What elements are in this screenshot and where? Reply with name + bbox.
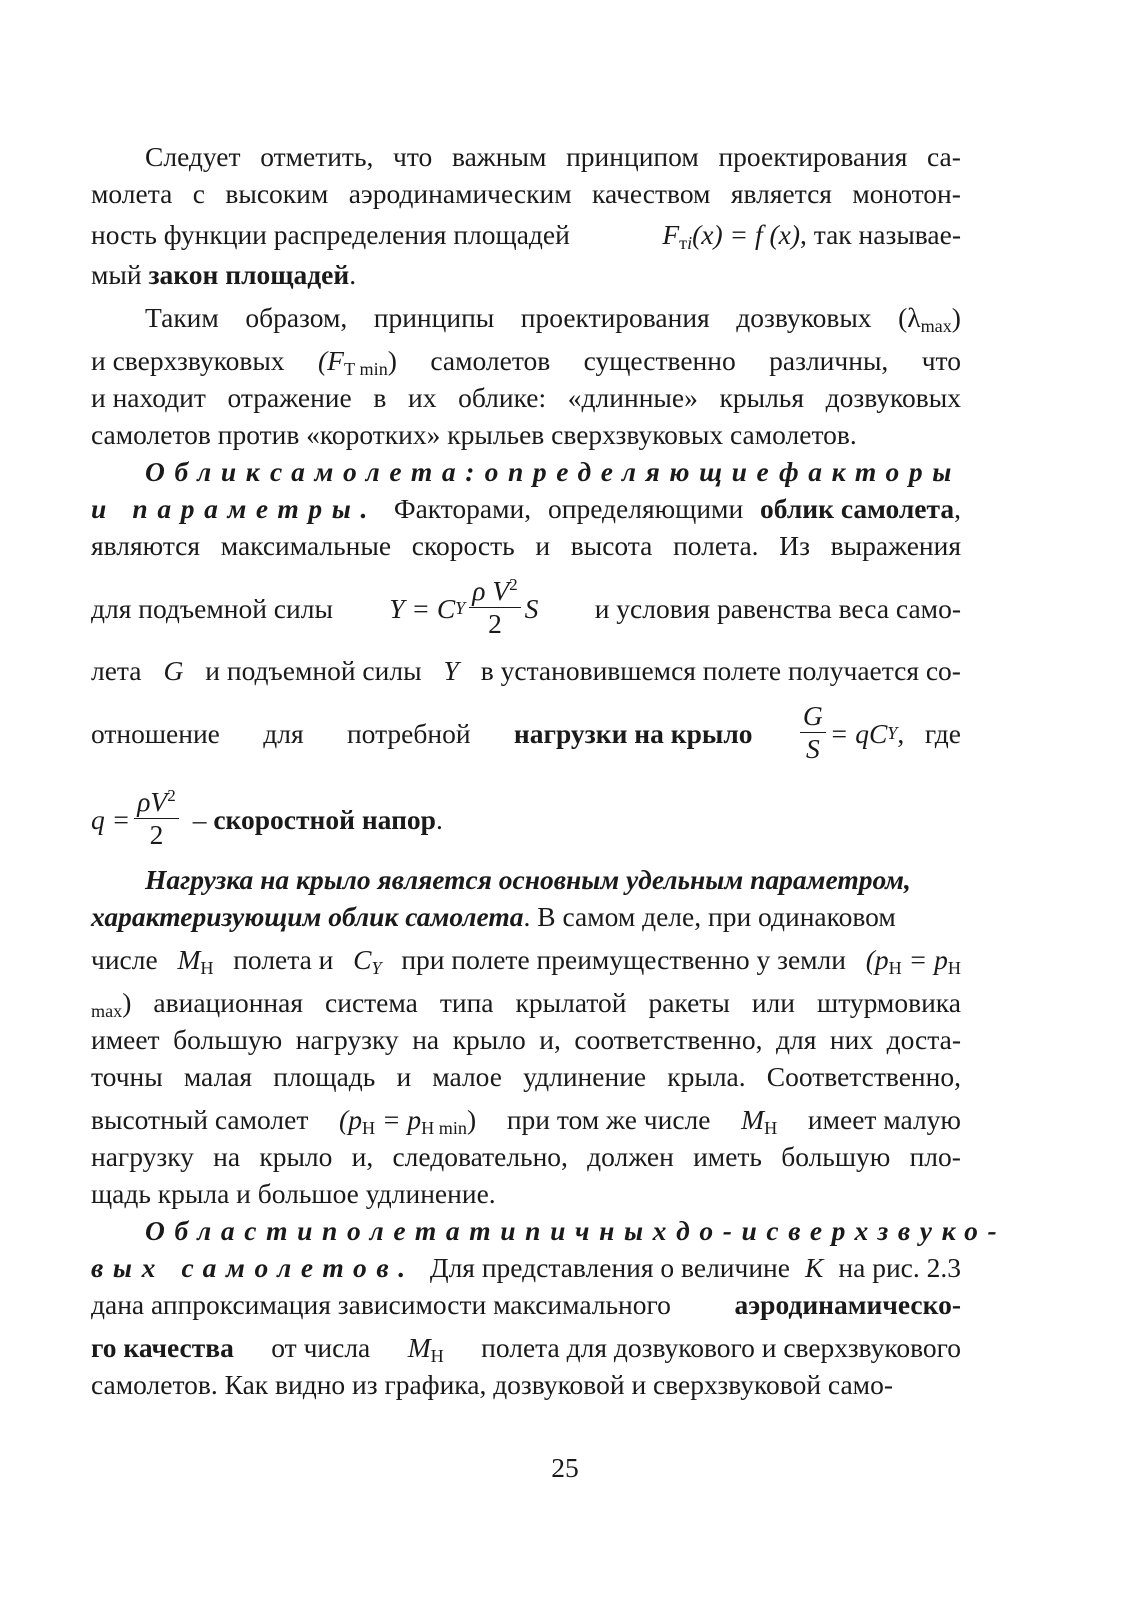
text-segment: на рис. 2.3 [838, 1252, 961, 1283]
word: ) [122, 987, 132, 1018]
formula-symbol: M [741, 1104, 765, 1135]
formula-fraction [469, 574, 520, 639]
heading-word: самолета: [269, 456, 485, 487]
section-heading-1-line-1 [91, 453, 961, 490]
word: ) [466, 1104, 477, 1135]
word: различны, [769, 345, 889, 376]
word: са- [927, 141, 961, 172]
word: существенно [583, 345, 736, 376]
p4-line-9 [91, 1175, 961, 1212]
fraction-denominator: 2 [149, 819, 164, 850]
subscript: max [920, 316, 952, 337]
word: штурмовика [817, 987, 961, 1018]
p5-line-4 [91, 1329, 961, 1366]
text-segment: , так называе- [800, 218, 961, 250]
formula-symbol: q = [91, 803, 131, 835]
formula-wing-loading: $\frac{G}{S}$ = qC Y , где [796, 702, 961, 764]
word: крылатой [515, 987, 627, 1018]
heading-word: Облик [145, 456, 270, 487]
p3-line-5 [91, 652, 961, 689]
word: система [325, 987, 418, 1018]
formula-subscript: Т min [343, 359, 388, 380]
word: проектирования [718, 141, 908, 172]
word: точны [91, 1061, 163, 1092]
word: и [396, 1061, 412, 1092]
p3-line-6 [91, 689, 961, 777]
formula-symbol: S [524, 592, 539, 624]
formula-symbol: M [177, 944, 201, 975]
formula-symbol: F [662, 218, 680, 250]
term-area-rule: закон площадей [148, 259, 350, 290]
term-aero-quality: го качества [91, 1332, 234, 1363]
formula-symbol: = p [381, 1104, 422, 1135]
p4-line-4 [91, 984, 961, 1021]
formula-symbol: Y [443, 655, 459, 686]
word: на [412, 1024, 440, 1055]
p2-line-2: и сверхзвуковых $(F_{Т min})$ самолетов существенно различны, что [91, 342, 961, 379]
word: скорость [411, 530, 515, 561]
word: и, [539, 1024, 561, 1055]
word: что [393, 141, 433, 172]
word: пло- [909, 1141, 961, 1172]
word: высота [570, 530, 653, 561]
word: Из [779, 530, 810, 561]
word: и, [351, 1141, 374, 1172]
word: малая [183, 1061, 253, 1092]
word: полета. [673, 530, 759, 561]
text-segment: самолетов. Как видно из графика, дозвуковой и сверхзвуковой само- [91, 1369, 893, 1400]
word: удлинение [523, 1061, 647, 1092]
formula-subscript: max [91, 1001, 123, 1022]
formula-symbol: M [407, 1332, 431, 1363]
text-segment: полета для дозвукового и сверхзвукового [481, 1332, 961, 1363]
p1-line-4 [91, 256, 961, 293]
text-segment: . [349, 259, 357, 290]
text-segment: Для представления о величине [429, 1252, 790, 1283]
heading-word: определяющие [484, 456, 779, 487]
word: принципом [566, 141, 699, 172]
fraction-denominator: 2 [488, 608, 502, 639]
p2-line-1 [91, 299, 961, 336]
formula-symbol: (F [317, 345, 344, 376]
word: лета [91, 655, 142, 686]
text-segment: полета и [233, 944, 334, 975]
superscript: 2 [167, 785, 176, 805]
word: принципы [373, 302, 495, 333]
formula-dynamic-pressure [91, 785, 183, 850]
p4-line-8 [91, 1138, 961, 1175]
word: с [192, 178, 205, 209]
word: (λ [898, 302, 921, 333]
text-segment: . В самом деле, при одинаковом [523, 901, 896, 932]
formula-fraction [800, 702, 826, 764]
text-segment: при том же числе [506, 1104, 711, 1135]
p4-line-7 [91, 1101, 961, 1138]
word: следовательно, [392, 1141, 568, 1172]
word: важным [451, 141, 547, 172]
word: иметь [693, 1141, 762, 1172]
text-segment: , где [897, 717, 961, 749]
word: высоким [225, 178, 329, 209]
word: самолетов [430, 345, 551, 376]
text-segment: при полете преимущественно у земли [401, 944, 846, 975]
p2-line-3 [91, 379, 961, 416]
word: образом, [245, 302, 348, 333]
word: монотон- [852, 178, 961, 209]
word: облике: [458, 382, 547, 413]
text-segment: и сверхзвуковых [91, 345, 285, 376]
text-segment: от числа [271, 1332, 371, 1363]
p4-line-2 [91, 898, 961, 935]
word: для [776, 1024, 817, 1055]
p3-line-2 [91, 490, 961, 527]
word: Следует [145, 141, 241, 172]
heading-word: полета [322, 1215, 470, 1246]
word: площадь [273, 1061, 376, 1092]
word: имеет [91, 1024, 160, 1055]
formula-subscript: Н min [421, 1118, 467, 1139]
term-dynamic-pressure: скоростной напор [213, 803, 436, 835]
word: нагрузку [91, 1141, 194, 1172]
word: проектирования [520, 302, 710, 333]
text-segment: самолетов против «коротких» крыльев сверхзвуковых самолетов. [91, 419, 857, 450]
page-body [91, 138, 1007, 1403]
word: и [535, 530, 551, 561]
p3-line-3 [91, 527, 961, 564]
text-segment: имеет малую [807, 1104, 961, 1135]
word: ) [951, 302, 961, 333]
superscript: 2 [509, 574, 518, 594]
word: отношение [91, 717, 220, 749]
formula-fraction [134, 785, 179, 850]
term-aircraft-appearance: облик самолета [760, 493, 955, 524]
formula-subscript: Н [200, 958, 214, 979]
formula-subscript: т [679, 232, 688, 253]
text-segment: ность функции распределения площадей [91, 218, 570, 250]
formula-symbol: K [805, 1252, 824, 1283]
word: авиационная [153, 987, 304, 1018]
emphasis-text: Нагрузка на крыло является основным удельным параметром, [145, 864, 911, 895]
word: качеством [592, 178, 711, 209]
word: должен [587, 1141, 674, 1172]
text-segment: – [192, 803, 214, 835]
formula-body: (x) = f (x) [692, 218, 800, 250]
heading-word: типичных [469, 1215, 677, 1246]
word: отметить, [260, 141, 374, 172]
p3-line-4 [91, 564, 961, 652]
text-segment: в установившемся полете получается со- [480, 655, 961, 686]
word: крыла. [667, 1061, 746, 1092]
heading-word: вых самолетов. [91, 1252, 415, 1283]
p4-line-3 [91, 941, 961, 978]
formula-area-function [662, 216, 961, 253]
word: являются [91, 530, 201, 561]
word: на [213, 1141, 241, 1172]
formula-symbol: (p [339, 1104, 362, 1135]
word: соответственно, [574, 1024, 763, 1055]
word: нагрузку [295, 1024, 399, 1055]
formula-body: = qC [829, 717, 888, 749]
text-segment: и подъемной силы [205, 655, 422, 686]
word: Соответственно, [766, 1061, 961, 1092]
page-number: 25 [551, 1452, 579, 1483]
formula-subscript: Н [947, 958, 961, 979]
word: отражение [227, 382, 352, 413]
word: или [751, 987, 795, 1018]
formula-symbol: G [163, 655, 184, 686]
fraction-numerator: ρ V [472, 575, 510, 607]
p4-line-6 [91, 1058, 961, 1095]
formula-subscript: Н [361, 1118, 376, 1139]
formula-subscript: i [687, 232, 693, 253]
word: в [373, 382, 387, 413]
text-segment: высотный самолет [91, 1104, 309, 1135]
word: Факторами, [393, 493, 532, 524]
word: малое [432, 1061, 502, 1092]
formula-subscript: Н [888, 958, 902, 979]
word: , [954, 493, 961, 524]
heading-word: сверхзвуко- [766, 1215, 1007, 1246]
word: них [829, 1024, 874, 1055]
text-segment: щадь крыла и большое удлинение. [91, 1178, 496, 1209]
word: большую [781, 1141, 891, 1172]
formula-symbol: C [353, 944, 372, 975]
word: доста- [886, 1024, 961, 1055]
word: максимальные [220, 530, 392, 561]
word: большую [173, 1024, 283, 1055]
emphasis-text: характеризующим облик самолета [91, 901, 524, 932]
word: дозвуковых [736, 302, 872, 333]
p5-line-2 [91, 1249, 961, 1286]
formula-symbol: Y = C [389, 592, 456, 624]
word: дозвуковых [825, 382, 961, 413]
word: аэродинамическим [348, 178, 572, 209]
p1-line-1 [91, 138, 961, 175]
term-aero-quality: аэродинамическо- [734, 1289, 961, 1320]
word: крылья [719, 382, 805, 413]
p1-line-2 [91, 175, 961, 212]
heading-word: и [741, 1215, 767, 1246]
p3-line-7 [91, 777, 961, 861]
word: их [408, 382, 437, 413]
word: крыло [259, 1141, 333, 1172]
word: выражения [830, 530, 961, 561]
section-heading-2-line-1 [91, 1212, 1007, 1249]
formula-subscript: Н [430, 1346, 444, 1367]
formula-subscript: Y [371, 958, 382, 979]
text-segment: . [435, 803, 443, 835]
fraction-denominator: S [805, 733, 820, 764]
heading-word: и параметры. [91, 493, 377, 524]
p2-line-4 [91, 416, 961, 453]
formula-lift-force: Y = C Y $\frac{\rho V^2}{2}$ S [389, 574, 539, 639]
p4-line-5 [91, 1021, 961, 1058]
text-segment: дана аппроксимация зависимости максимального [91, 1289, 671, 1320]
formula-symbol: = p [908, 944, 948, 975]
p4-line-1 [91, 861, 961, 898]
text-segment: для подъемной силы [91, 592, 333, 624]
heading-word: до- [676, 1215, 742, 1246]
fraction-numerator: G [800, 702, 826, 733]
p1-line-3 [91, 212, 961, 256]
formula-subscript: Н [764, 1118, 778, 1139]
word: ракеты [648, 987, 730, 1018]
word: потребной [346, 717, 471, 749]
word: типа [439, 987, 494, 1018]
word: для [263, 717, 304, 749]
word: Таким [145, 302, 219, 333]
formula-symbol: (p [865, 944, 889, 975]
word: молета [91, 178, 173, 209]
word: крыло [452, 1024, 526, 1055]
word: числе [91, 944, 158, 975]
word: является [730, 178, 832, 209]
text-segment: мый [91, 259, 149, 290]
word: что [921, 345, 961, 376]
text-segment: и условия равенства веса само- [594, 592, 961, 624]
term-wing-loading: нагрузки на крыло [513, 717, 753, 749]
word: «длинные» [567, 382, 698, 413]
word: определяющими [547, 493, 744, 524]
heading-word: факторы [778, 456, 961, 487]
fraction-numerator: ρV [137, 786, 168, 818]
p5-line-5 [91, 1366, 961, 1403]
word: и находит [91, 382, 206, 413]
p5-line-3 [91, 1286, 961, 1323]
heading-word: Области [145, 1215, 323, 1246]
